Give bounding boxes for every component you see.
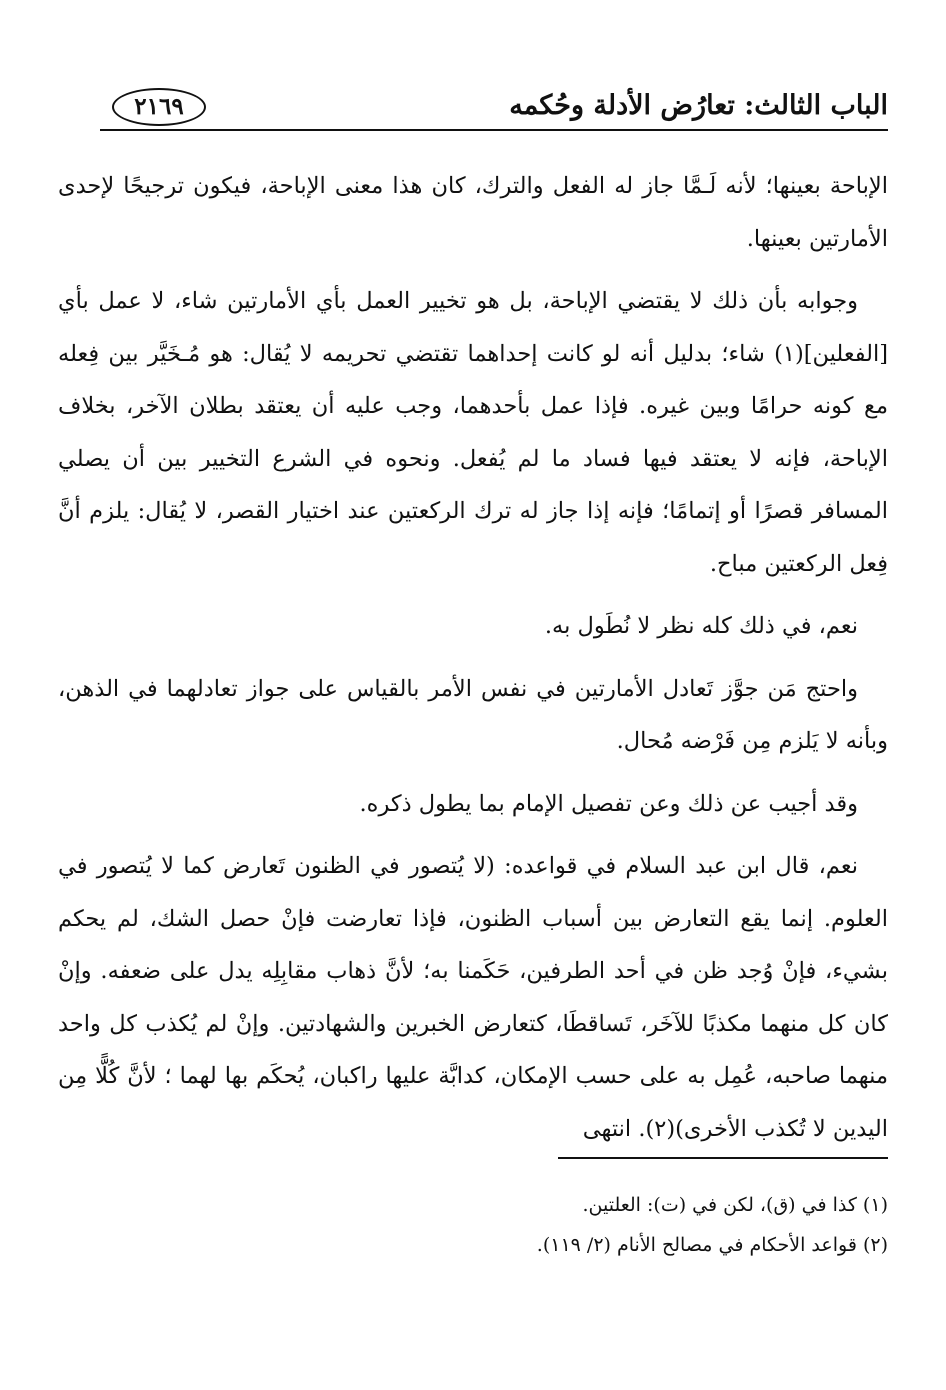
paragraph: وجوابه بأن ذلك لا يقتضي الإباحة، بل هو تخيير العمل بأي الأمارتين شاء، لا عمل بأي [الفعلين](١) شاء؛ بدليل أنه لو كانت إحداهما تقتضي تحريمه لا يُقال: هو مُـخَيَّر بين فِعله مع كونه حرامًا وبين غيره. فإذا عمل بأحدهما، وجب عليه أن يعتقد بطلان الآخر، بخلاف الإباحة، فإنه لا يعتقد فيها فساد ما لم يُفعل. ونحوه في الشرع التخيير بين أن يصلي المسافر قصرًا أو إتمامًا؛ فإنه إذا جاز له ترك الركعتين عند اختيار القصر، لا يُقال: يلزم أنَّ فِعل الركعتين مباح.: [58, 288, 888, 577]
paragraph: نعم، قال ابن عبد السلام في قواعده: (لا يُتصور في الظنون تَعارض كما لا يُتصور في العلوم. إنما يقع التعارض بين أسباب الظنون، فإذا تعارضت فإنْ حصل الشك، لم يحكم بشيء، فإنْ وُجد ظن في أحد الطرفين، حَكَمنا به؛ لأنَّ ذهاب مقابِلِه يدل على ضعفه. وإنْ كان كل منهما مكذبًا للآخَر، تَساقطَا، كتعارض الخبرين والشهادتين. وإنْ لم يُكذب كل واحد منهما صاحبه، عُمِل به على حسب الإمكان، كدابَّة عليها راكبان، يُحكَم بها لهما ؛ لأنَّ كُلًّا مِن اليدين لا تُكذب الأخرى)(٢). انتهى: [58, 853, 888, 1142]
paragraph: واحتج مَن جوَّز تَعادل الأمارتين في نفس الأمر بالقياس على جواز تعادلهما في الذهن، وبأنه لا يَلزم مِن فَرْضه مُحال.: [58, 675, 888, 754]
chapter-title: الباب الثالث: تعارُض الأدلة وحُكمه: [509, 90, 888, 121]
footnote-divider: [558, 1157, 888, 1159]
main-text: [58, 160, 888, 1165]
footnote: (٢) قواعد الأحكام في مصالح الأنام (٢/ ١١٩).: [536, 1234, 888, 1256]
page-header: [100, 88, 888, 132]
footnotes: [58, 1185, 888, 1265]
page-number: ٢١٦٩: [112, 88, 206, 126]
paragraph: الإباحة بعينها؛ لأنه لَـمَّا جاز له الفعل والترك، كان هذا معنى الإباحة، فيكون ترجيحًا لإحدى الأمارتين بعينها.: [58, 173, 888, 252]
paragraph: نعم، في ذلك كله نظر لا نُطَول به.: [544, 613, 858, 639]
header-divider: [100, 129, 888, 131]
footnote: (١) كذا في (ق)، لكن في (ت): العلتين.: [582, 1194, 888, 1216]
paragraph: وقد أجيب عن ذلك وعن تفصيل الإمام بما يطول ذكره.: [359, 790, 858, 817]
